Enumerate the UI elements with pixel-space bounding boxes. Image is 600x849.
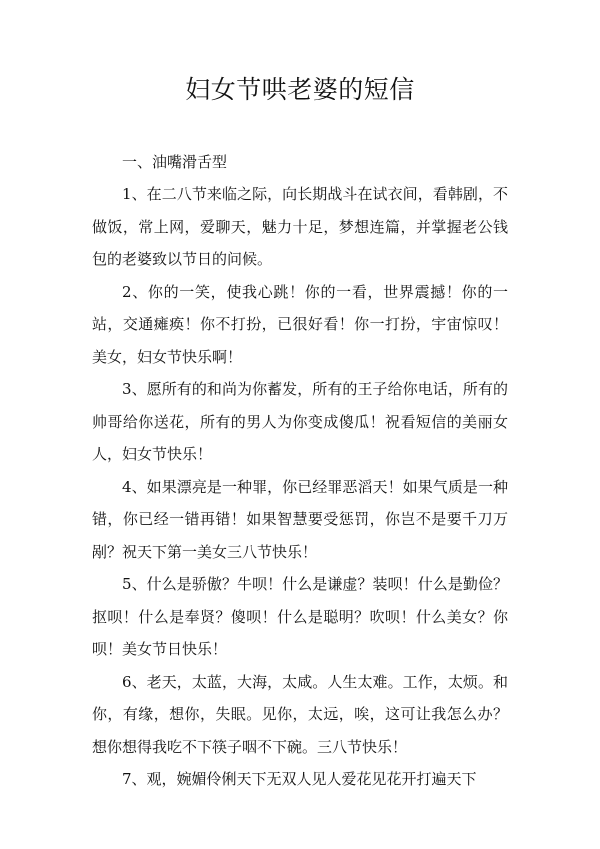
paragraph-4: 4、如果漂亮是一种罪，你已经罪恶滔天！如果气质是一种错，你已经一错再错！如果智慧要受惩罚，你岂不是要千刀万剐？祝天下第一美女三八节快乐！ [92, 477, 508, 561]
page-title: 妇女节哄老婆的短信 [185, 75, 415, 104]
paragraph-1: 1、在二八节来临之际，向长期战斗在试衣间，看韩剧，不做饭，常上网，爱聊天，魅力十足，梦想连篇，并掌握老公钱包的老婆致以节日的问候。 [92, 185, 508, 268]
document-body [92, 146, 508, 796]
paragraph-7: 7、观，婉媚伶俐天下无双人见人爱花见花开打遍天下 [122, 770, 477, 788]
paragraph-3: 3、愿所有的和尚为你蓄发，所有的王子给你电话，所有的帅哥给你送花，所有的男人为你变成傻瓜！祝看短信的美丽女人，妇女节快乐！ [92, 380, 508, 463]
paragraph-5: 5、什么是骄傲？牛呗！什么是谦虚？装呗！什么是勤俭？抠呗！什么是奉贤？傻呗！什么是聪明？吹呗！什么美女？你呗！美女节日快乐！ [92, 575, 508, 658]
section-heading: 一、油嘴滑舌型 [122, 153, 228, 171]
paragraph-6: 6、老天，太蓝，大海，太咸。人生太难。工作，太烦。和你，有缘，想你，失眠。见你，太远，唉，这可让我怎么办？想你想得我吃不下筷子咽不下碗。三八节快乐！ [92, 672, 508, 756]
paragraph-2: 2、你的一笑，使我心跳！你的一看，世界震撼！你的一站，交通瘫痪！你不打扮，已很好看！你一打扮，宇宙惊叹！美女，妇女节快乐啊！ [92, 282, 508, 366]
